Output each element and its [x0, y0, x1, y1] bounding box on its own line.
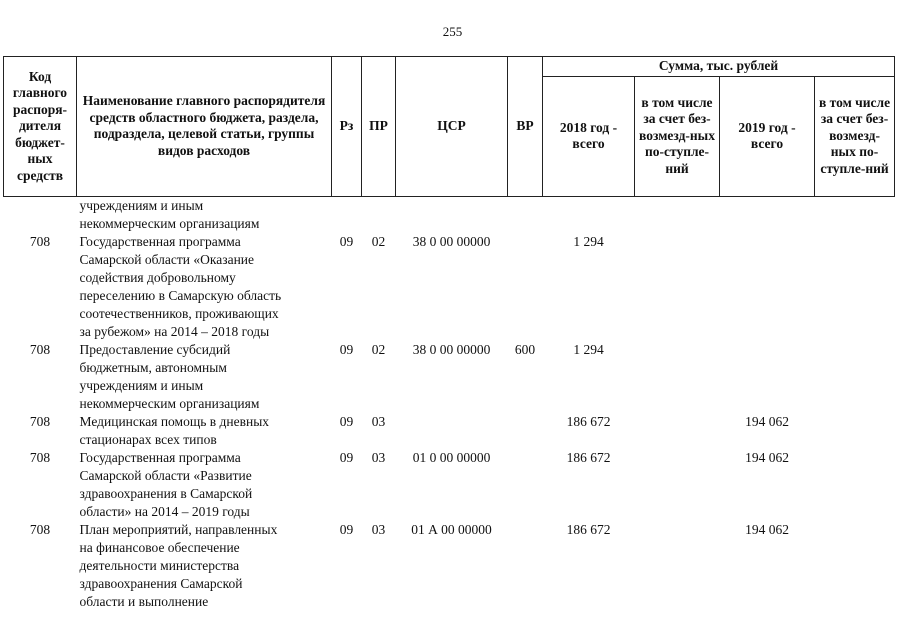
cell-2019-total: 194 062	[745, 521, 789, 537]
table-row	[4, 196, 895, 233]
header-2018-total: 2018 год - всего	[543, 76, 635, 196]
cell-vr	[508, 449, 543, 521]
cell-csr: 01 0 00 00000	[412, 449, 491, 465]
header-csr: ЦСР	[396, 57, 508, 197]
cell-pr: 03	[371, 413, 386, 429]
cell-2019-total: 194 062	[745, 449, 789, 465]
cell-rz: 09	[339, 341, 354, 357]
cell-2018-free	[635, 521, 720, 611]
cell-name: Государственная программа Самарской области «Развитие здравоохранения в Самарской области» на 2014 – 2019 годы	[79, 449, 253, 519]
cell-vr	[508, 196, 543, 233]
cell-2018-free	[635, 413, 720, 449]
cell-csr	[396, 413, 508, 449]
cell-vr	[508, 413, 543, 449]
header-2019-free: в том числе за счет без-возмезд-ных по-ступле-ний	[815, 76, 895, 196]
cell-2019-free	[815, 233, 895, 341]
header-2018-free: в том числе за счет без-возмезд-ных по-ступле-ний	[635, 76, 720, 196]
header-code: Код главного распоря-дителя бюджет-ных средств	[4, 57, 77, 197]
header-vr: ВР	[508, 57, 543, 197]
cell-2018-total: 186 672	[566, 413, 611, 429]
cell-2018-free	[635, 233, 720, 341]
table-body	[4, 196, 895, 611]
cell-2018-total: 186 672	[566, 449, 611, 465]
cell-2018-total: 186 672	[566, 521, 611, 537]
cell-vr	[508, 233, 543, 341]
cell-2019-free	[815, 521, 895, 611]
cell-2019-total: 194 062	[745, 413, 789, 429]
table-row	[4, 413, 895, 449]
cell-vr: 600	[514, 341, 536, 357]
cell-name: Предоставление субсидий бюджетным, автономным учреждениям и иным некоммерческим организациям	[79, 341, 260, 411]
cell-rz: 09	[339, 449, 354, 465]
cell-code: 708	[29, 233, 51, 249]
cell-2019-free	[815, 449, 895, 521]
cell-pr: 02	[371, 341, 386, 357]
cell-code: 708	[29, 341, 51, 357]
table-row	[4, 233, 895, 341]
cell-csr: 01 А 00 00000	[411, 521, 492, 537]
cell-2019-free	[815, 341, 895, 413]
cell-name: Медицинская помощь в дневных стационарах всех типов	[79, 413, 270, 447]
header-rz: Рз	[332, 57, 362, 197]
cell-vr	[508, 521, 543, 611]
cell-rz: 09	[339, 233, 354, 249]
cell-code: 708	[29, 449, 51, 465]
budget-table	[3, 56, 895, 611]
cell-2019-free	[815, 413, 895, 449]
cell-2019-total	[720, 341, 815, 413]
cell-pr: 02	[371, 233, 386, 249]
cell-name: План мероприятий, направленных на финансовое обеспечение деятельности министерства здравоохранения Самарской области и выполнение	[79, 521, 278, 609]
header-name: Наименование главного распорядителя средств областного бюджета, раздела, подраздела, целевой статьи, группы видов расходов	[77, 57, 332, 197]
page-number: 255	[442, 24, 463, 39]
cell-name: Государственная программа Самарской области «Оказание содействия добровольному переселению в Самарскую область соотечественников, проживающих за рубежом» на 2014 – 2018 годы	[79, 233, 282, 339]
cell-pr: 03	[371, 449, 386, 465]
cell-2019-free	[815, 196, 895, 233]
header-sum-group: Сумма, тыс. рублей	[543, 57, 895, 77]
cell-csr: 38 0 00 00000	[412, 233, 491, 249]
table-row	[4, 449, 895, 521]
cell-pr: 03	[371, 521, 386, 537]
cell-rz	[332, 196, 362, 233]
cell-2018-total: 1 294	[573, 341, 604, 357]
cell-pr	[362, 196, 396, 233]
table-header	[4, 57, 895, 197]
cell-2018-total: 1 294	[573, 233, 604, 249]
cell-code: 708	[29, 413, 51, 429]
cell-code: 708	[29, 521, 51, 537]
cell-2018-free	[635, 196, 720, 233]
cell-name: учреждениям и иным некоммерческим организациям	[79, 197, 260, 231]
header-2019-total: 2019 год - всего	[720, 76, 815, 196]
cell-2018-free	[635, 449, 720, 521]
cell-2019-total	[720, 196, 815, 233]
table-row	[4, 521, 895, 611]
table-row	[4, 341, 895, 413]
cell-rz: 09	[339, 521, 354, 537]
cell-csr: 38 0 00 00000	[412, 341, 491, 357]
cell-code	[4, 196, 77, 233]
header-pr: ПР	[362, 57, 396, 197]
cell-rz: 09	[339, 413, 354, 429]
cell-2018-total	[543, 196, 635, 233]
cell-csr	[396, 196, 508, 233]
cell-2019-total	[720, 233, 815, 341]
cell-2018-free	[635, 341, 720, 413]
